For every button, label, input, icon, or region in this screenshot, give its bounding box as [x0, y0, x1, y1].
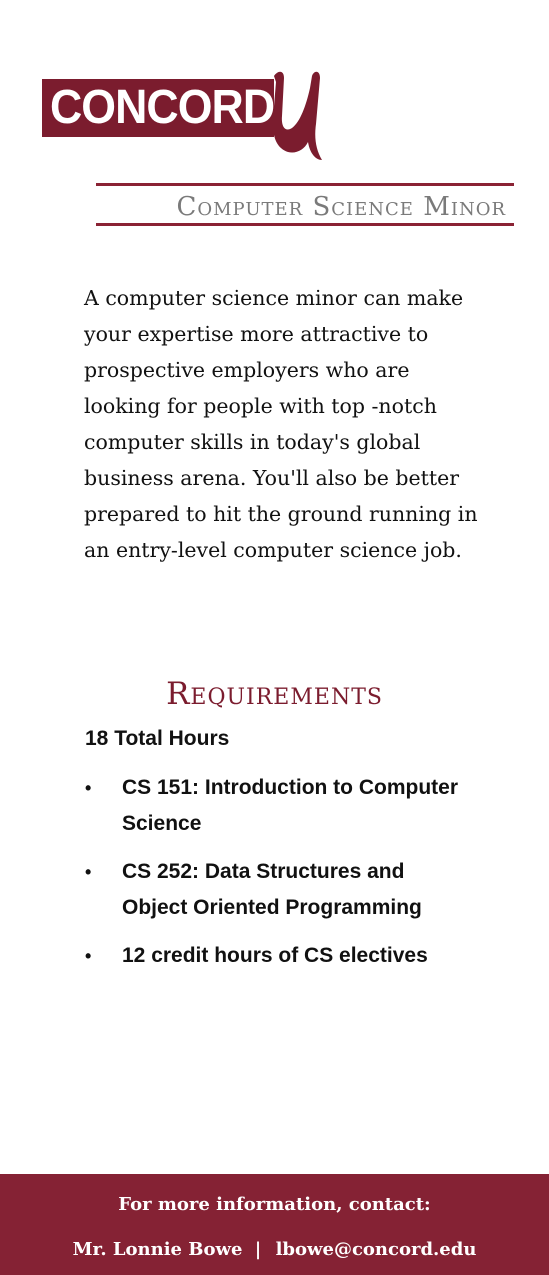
total-hours: 18 Total Hours	[85, 727, 230, 750]
requirement-item-cs151	[0, 770, 467, 842]
concord-u-logo	[42, 66, 332, 166]
requirements-list	[0, 770, 549, 986]
header-rule-bottom	[96, 223, 514, 226]
logo-u-icon	[268, 66, 330, 164]
logo-wordmark-text: CONCORD	[50, 81, 275, 134]
footer-contact-line	[0, 1235, 549, 1265]
footer-contact-heading: For more information, contact:	[118, 1194, 431, 1215]
intro-paragraph: A computer science minor can make your expertise more attractive to prospective employers who are looking for people with top -notch computer skills in today's global business arena. You'll also be better prepared to hit the ground running in an entry-level computer science job.	[84, 286, 478, 562]
requirement-label: 12 credit hours of CS electives	[122, 944, 428, 967]
header-rule-top	[96, 183, 514, 186]
contact-email-link[interactable]: lbowe@concord.edu	[275, 1239, 477, 1260]
contact-name: Mr. Lonnie Bowe	[72, 1239, 243, 1260]
requirements-heading: Requirements	[166, 676, 383, 712]
bullet-icon: •	[85, 778, 92, 798]
contact-footer	[0, 1174, 549, 1275]
bullet-icon: •	[85, 946, 92, 966]
requirement-label: CS 151: Introduction to Computer Science	[122, 776, 458, 835]
requirement-item-electives	[0, 938, 467, 974]
page-subtitle: Computer Science Minor	[176, 192, 506, 222]
contact-separator: |	[254, 1239, 262, 1260]
bullet-icon: •	[85, 862, 92, 882]
requirement-item-cs252	[0, 854, 467, 926]
requirement-label: CS 252: Data Structures and Object Oriented Programming	[122, 860, 422, 919]
